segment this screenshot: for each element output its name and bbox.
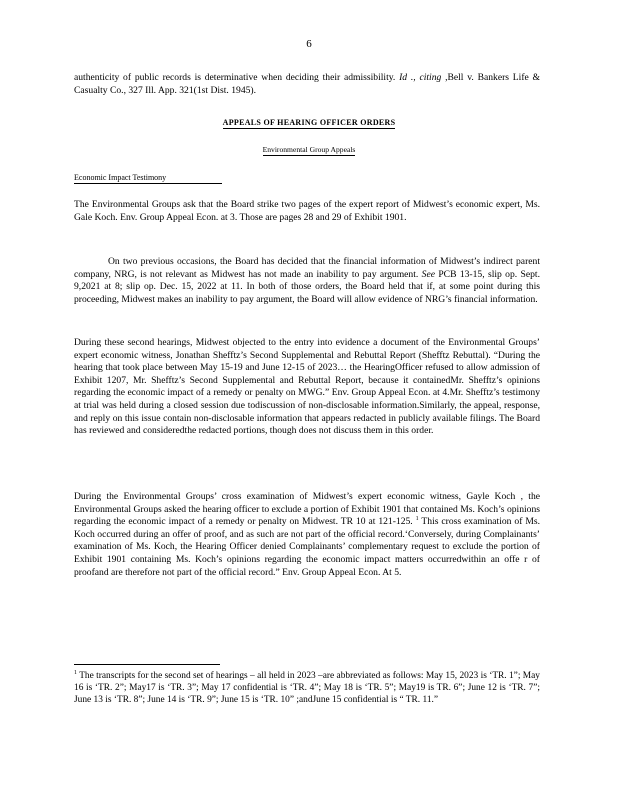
footnote-reference[interactable]: 1 — [415, 516, 419, 523]
paragraph-2 — [74, 256, 540, 306]
paragraph-4 — [74, 491, 540, 579]
paragraph-1: The Environmental Groups ask that the Board strike two pages of the expert report of Midwest’s economic expert, Ms. Gale Koch. Env. Group Appeal Econ. at 3. Those are pages 28 and 29 of Exhibit 1901. — [74, 199, 540, 223]
footnote-separator — [74, 664, 220, 665]
intro-citation-signal: Id ., citing — [399, 72, 442, 83]
paragraph-2-text-b: PCB 13-15, slip op. Sept. 9,2021 at 8; slip op. Dec. 15, 2022 at 11. In both of those orders, the Board held that if, at some point during this proceeding, Midwest makes an inability to pay argument, the Board will allow evidence of NRG’s financial information. — [74, 268, 540, 305]
section-heading: Economic Impact Testimony — [74, 173, 222, 184]
sub-heading-text: Environmental Group Appeals — [262, 145, 356, 154]
intro-paragraph — [74, 72, 540, 97]
footnote-marker: 1 — [74, 670, 77, 676]
paragraph-3: During these second hearings, Midwest objected to the entry into evidence a document of the Environmental Groups’ expert economic witness, Jonathan Shefftz’s Second Supplemental and Rebuttal Report (Shefftz Rebuttal). “During the hearing that took place between May 15-19 and June 12-15 of 2023… the HearingOfficer refused to allow admission of Exhibit 1207, Mr. Shefftz’s Second Supplemental and Rebuttal Report, because it containedMr. Shefftz’s opinions regarding the economic impact of a remedy or penalty on MWG.” Env. Group Appeal Econ. at 4.Mr. Shefftz’s testimony at trial was held during a closed session due todiscussion of non-disclosable information.Similarly, the appeal, response, and reply on this issue contain non-disclosable information that appears redacted in publicly available filings. The Board has reviewed and consideredthe redacted portions, though does not discuss them in this order. — [74, 337, 540, 437]
intro-text: authenticity of public records is determinative when deciding their admissibility. — [74, 72, 396, 83]
footnote-text: The transcripts for the second set of hearings – all held in 2023 –are abbreviated as follows: May 15, 2023 is ‘TR. 1”; May 16 is ‘TR. 2”; May17 is ‘TR. 3”; May 17 confidential is ‘TR. 4”; May 18 is ‘TR. 5”; May19 is TR. 6”; June 12 is ‘TR. 7”; June 13 is ‘TR. 8”; June 14 is ‘TR. 9”; June 15 is ‘TR. 10” ;andJune 15 confidential is “ TR. 11.” — [74, 671, 540, 705]
paragraph-2-see-signal: See — [421, 268, 435, 280]
main-heading — [0, 118, 618, 127]
paragraph-4-text-b: This cross examination of Ms. Koch occurred during an offer of proof, and as such are not part of the official record.‘Conversely, during Complainants’ examination of Ms. Koch, the Hearing Officer denied Complainants’ complementary request to exclude the portion of Exhibit 1901 containing Ms. Koch’s opinions regarding the economic impact matters occurredwithin an offe r of proofand are therefore not part of the official record.” Env. Group Appeal Econ. At 5. — [74, 516, 540, 578]
intro-case-citation: ,Bell v. Bankers Life & Casualty Co., 327 Ill. App. 321(1st Dist. 1945). — [74, 72, 541, 96]
sub-heading — [0, 145, 618, 154]
page-number: 6 — [306, 38, 312, 50]
paragraph-2-text-a: On two previous occasions, the Board has decided that the financial information of Midwest’s indirect parent company, NRG, is not relevant as Midwest has not made an inability to pay argument. — [74, 256, 540, 280]
main-heading-text: APPEALS OF HEARING OFFICER ORDERS — [222, 118, 396, 127]
footnote — [74, 670, 540, 706]
paragraph-4-text-a: During the Environmental Groups’ cross examination of Midwest’s expert economic witness, Gayle Koch , the Environmental Groups asked the hearing officer to exclude a portion of Exhibit 1901 that contained Ms. Koch’s opinions regarding the economic impact of a remedy or penalty on Midwest. TR 10 at 121-125. — [74, 491, 540, 528]
